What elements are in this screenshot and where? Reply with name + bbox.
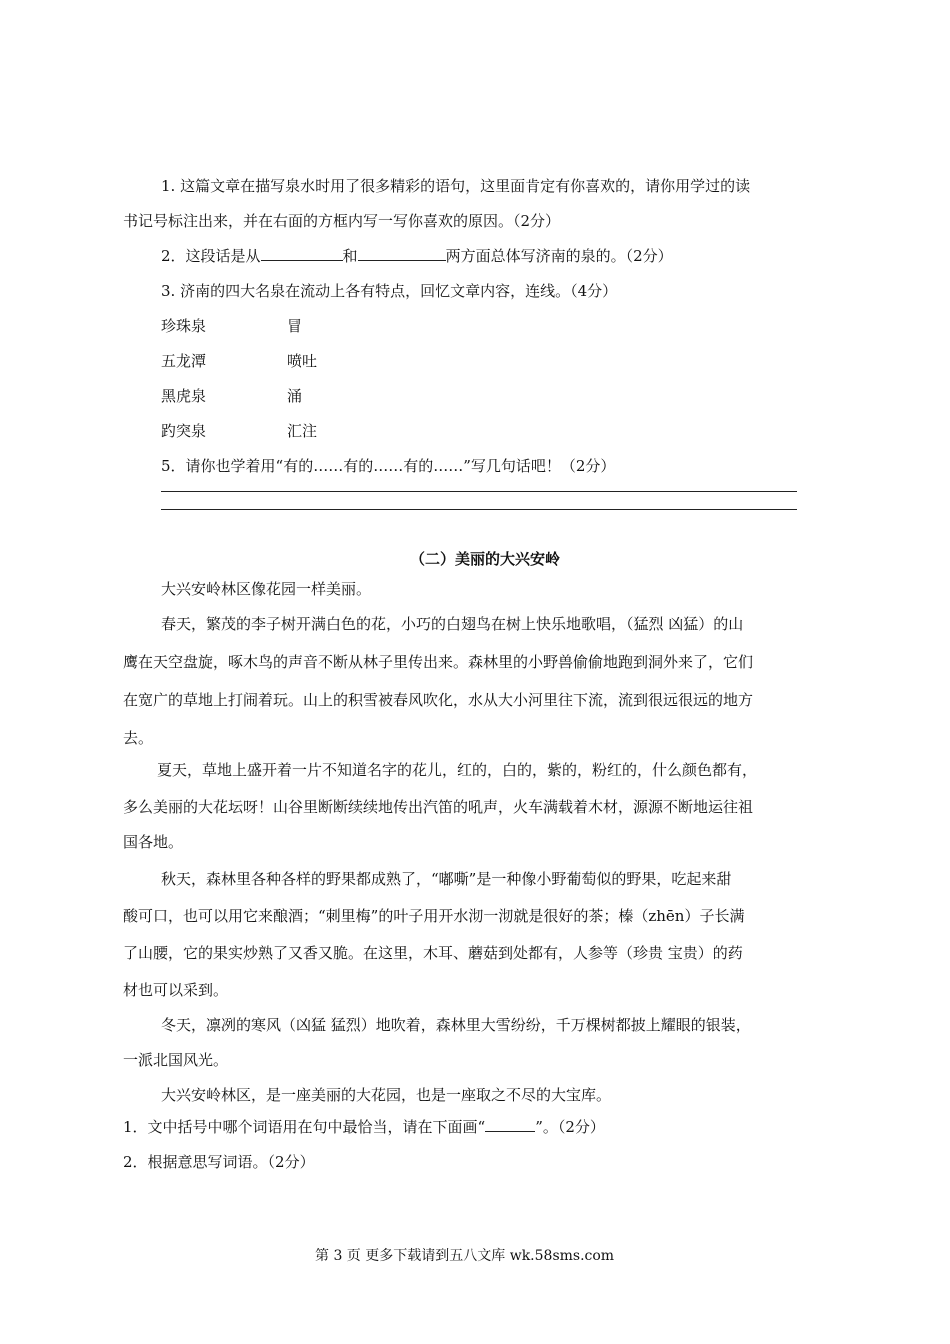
paragraph-4-line4: 材也可以采到。: [123, 981, 229, 999]
paragraph-1: 大兴安岭林区像花园一样美丽。: [161, 580, 372, 598]
answer-line-2[interactable]: [161, 509, 797, 510]
paragraph-4-line1: 秋天，森林里各种各样的野果都成熟了，“嘟嘶”是一种像小野葡萄似的野果，吃起来甜: [161, 870, 732, 888]
q3-line: 3. 济南的四大名泉在流动上各有特点，回忆文章内容，连线。（4分）: [161, 282, 618, 300]
q2-blank-2[interactable]: [358, 246, 446, 261]
paragraph-3-line3: 国各地。: [123, 833, 184, 851]
match-spring-3: 黑虎泉: [161, 387, 207, 405]
paragraph-2-line2: 鹰在天空盘旋，啄木鸟的声音不断从林子里传出来。森林里的小野兽偷偷地跑到洞外来了，它们: [123, 653, 754, 671]
match-verb-2: 喷吐: [287, 352, 318, 370]
question-2: 2．根据意思写词语。（2分）: [123, 1153, 315, 1171]
paragraph-2-line4: 去。: [123, 729, 154, 747]
question-1-text-1: 1．文中括号中哪个词语用在句中最恰当，请在下面画“: [123, 1118, 486, 1136]
page-footer: 第 3 页 更多下载请到五八文库 wk.58sms.com: [315, 1248, 615, 1264]
question-1-underline: [485, 1117, 535, 1132]
paragraph-2-line1: 春天，繁茂的李子树开满白色的花，小巧的白翅鸟在树上快乐地歌唱，（猛烈 凶猛）的山: [161, 615, 744, 633]
paragraph-5-line1: 冬天，凛冽的寒风（凶猛 猛烈）地吹着，森林里大雪纷纷，千万棵树都披上耀眼的银装，: [161, 1016, 751, 1034]
paragraph-3-line1: 夏天，草地上盛开着一片不知道名字的花儿，红的，白的，紫的，粉红的，什么颜色都有，: [157, 761, 758, 779]
paragraph-3-line2: 多么美丽的大花坛呀！山谷里断断续续地传出汽笛的吼声，火车满载着木材，源源不断地运往祖: [123, 798, 754, 816]
paragraph-6: 大兴安岭林区，是一座美丽的大花园，也是一座取之不尽的大宝库。: [161, 1086, 612, 1104]
answer-line-1[interactable]: [161, 491, 797, 492]
q2-text-1: 2．这段话是从: [161, 247, 261, 265]
match-spring-1: 珍珠泉: [161, 317, 207, 335]
q1-line1: 1. 这篇文章在描写泉水时用了很多精彩的语句，这里面肯定有你喜欢的，请你用学过的读: [161, 177, 751, 195]
q2-text-2: 和: [342, 247, 358, 265]
q1-line2: 书记号标注出来，并在右面的方框内写一写你喜欢的原因。（2分）: [123, 212, 561, 230]
section-title: （二）美丽的大兴安岭: [410, 550, 561, 568]
match-verb-4: 汇注: [287, 422, 318, 440]
q2-text-3: 两方面总体写济南的泉的。（2分）: [445, 247, 673, 265]
match-spring-2: 五龙潭: [161, 352, 207, 370]
paragraph-4-line3: 了山腰，它的果实炒熟了又香又脆。在这里，木耳、蘑菇到处都有，人参等（珍贵 宝贵）的药: [123, 944, 743, 962]
paragraph-5-line2: 一派北国风光。: [123, 1051, 229, 1069]
match-verb-3: 涌: [287, 387, 303, 405]
question-1-text-2: ”。（2分）: [535, 1118, 605, 1136]
q5-line: 5．请你也学着用“有的……有的……有的……”写几句话吧！（2分）: [161, 457, 616, 475]
match-verb-1: 冒: [287, 317, 303, 335]
paragraph-2-line3: 在宽广的草地上打闹着玩。山上的积雪被春风吹化，水从大小河里往下流，流到很远很远的地方: [123, 691, 754, 709]
q2-line: [161, 246, 673, 266]
question-1: [123, 1117, 605, 1137]
match-spring-4: 趵突泉: [161, 422, 207, 440]
q2-blank-1[interactable]: [261, 246, 343, 261]
paragraph-4-line2: 酸可口，也可以用它来酿酒；“刺里梅”的叶子用开水沏一沏就是很好的茶；榛（zhēn）子长满: [123, 907, 745, 925]
